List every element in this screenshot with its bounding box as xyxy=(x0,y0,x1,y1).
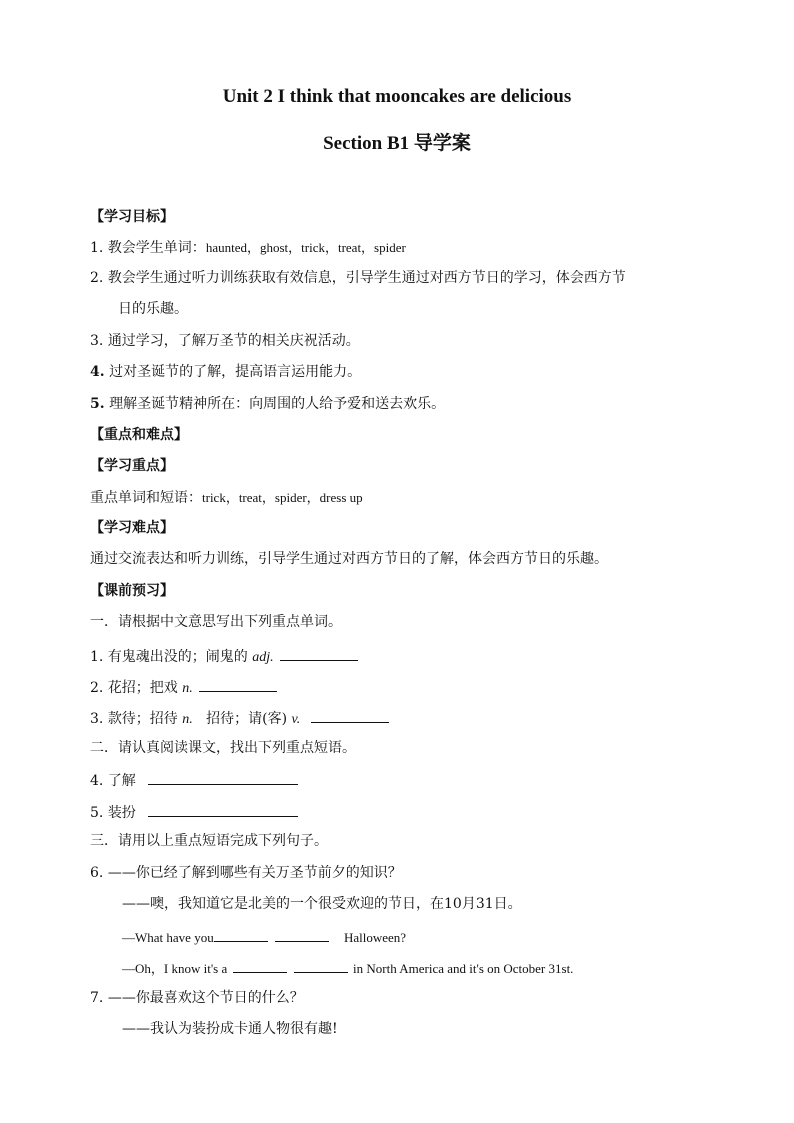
answer-blank[interactable] xyxy=(280,646,358,661)
question-7 xyxy=(90,989,304,1007)
question-number: 1. xyxy=(90,649,104,665)
goal-number: 2. xyxy=(90,270,104,286)
goals-heading: 【学习目标】 xyxy=(90,209,174,225)
question-6-english-2 xyxy=(122,958,573,978)
question-7-chinese-2: ——我认为装扮成卡通人物很有趣! xyxy=(122,1021,338,1037)
difficulty-text: 通过交流表达和听力训练，引导学生通过对西方节日的了解，体会西方节日的乐趣。 xyxy=(90,551,608,567)
question-1 xyxy=(90,646,360,667)
goal-item-2 xyxy=(90,269,626,287)
answer-blank[interactable] xyxy=(199,677,277,692)
question-chinese-1: ——你最喜欢这个节日的什么？ xyxy=(107,990,304,1006)
question-text: 装扮 xyxy=(107,805,136,821)
question-text: 了解 xyxy=(107,773,136,789)
question-5 xyxy=(90,802,300,822)
goal-text: 教会学生单词： xyxy=(107,240,206,256)
question-number: 3. xyxy=(90,711,104,727)
goal-item-1 xyxy=(90,239,406,257)
question-4 xyxy=(90,770,300,790)
focus-line xyxy=(90,489,363,507)
question-number: 7. xyxy=(90,990,104,1006)
goal-item-5 xyxy=(90,395,445,413)
question-6-chinese-2: ——噢，我知道它是北美的一个很受欢迎的节日，在10月31日。 xyxy=(122,896,522,912)
question-2 xyxy=(90,677,279,698)
question-chinese-1: ——你已经了解到哪些有关万圣节前夕的知识？ xyxy=(107,865,402,881)
part-of-speech: n. xyxy=(182,681,193,696)
sentence-start: —What have you xyxy=(122,930,214,945)
focus-vocab: trick，treat，spider，dress up xyxy=(202,490,363,505)
page-subtitle: Section B1 导学案 xyxy=(323,133,471,154)
part-two-instruction: 二．请认真阅读课文，找出下列重点短语。 xyxy=(90,740,356,756)
answer-blank[interactable] xyxy=(294,958,348,973)
difficulty-heading: 【学习难点】 xyxy=(90,520,174,536)
question-number: 5. xyxy=(90,805,104,821)
part-of-speech-2: v. xyxy=(291,712,301,727)
page-title: Unit 2 I think that mooncakes are delicious xyxy=(222,86,572,107)
question-text: 款待；招待 xyxy=(107,711,178,727)
focus-text: 重点单词和短语： xyxy=(90,490,202,506)
answer-blank[interactable] xyxy=(148,770,298,785)
answer-blank[interactable] xyxy=(214,927,268,942)
sentence-end: in North America and it's on October 31st. xyxy=(353,961,574,976)
question-3 xyxy=(90,708,391,729)
question-number: 2. xyxy=(90,680,104,696)
goal-text: 理解圣诞节精神所在：向周围的人给予爱和送去欢乐。 xyxy=(109,396,446,412)
goal-number: 1. xyxy=(90,240,104,256)
answer-blank[interactable] xyxy=(233,958,287,973)
question-number: 6. xyxy=(90,865,104,881)
question-text-2: 招待；请(客) xyxy=(206,711,288,727)
goal-text: 过对圣诞节的了解，提高语言运用能力。 xyxy=(109,364,362,380)
answer-blank[interactable] xyxy=(311,708,389,723)
question-6-english-1 xyxy=(122,927,406,947)
goal-item-3 xyxy=(90,332,360,350)
part-of-speech: adj. xyxy=(252,650,274,665)
part-of-speech: n. xyxy=(182,712,193,727)
question-text: 有鬼魂出没的；闹鬼的 xyxy=(107,649,248,665)
focus-heading: 【学习重点】 xyxy=(90,458,174,474)
question-text: 花招；把戏 xyxy=(107,680,178,696)
key-points-heading: 【重点和难点】 xyxy=(90,427,188,443)
goal-number: 3. xyxy=(90,333,104,349)
goal-number: 5. xyxy=(90,396,105,412)
goal-vocab: haunted，ghost，trick，treat，spider xyxy=(205,240,406,255)
part-one-instruction: 一．请根据中文意思写出下列重点单词。 xyxy=(90,614,342,630)
goal-text: 教会学生通过听力训练获取有效信息，引导学生通过对西方节日的学习，体会西方节 xyxy=(107,270,626,286)
goal-item-4 xyxy=(90,363,361,381)
answer-blank[interactable] xyxy=(275,927,329,942)
question-number: 4. xyxy=(90,773,104,789)
answer-blank[interactable] xyxy=(148,802,298,817)
part-three-instruction: 三．请用以上重点短语完成下列句子。 xyxy=(90,833,328,849)
goal-number: 4. xyxy=(90,364,105,380)
goal-item-2-continuation: 日的乐趣。 xyxy=(118,301,188,317)
sentence-start: —Oh，I know it's a xyxy=(122,961,228,976)
question-6 xyxy=(90,864,402,882)
goal-text: 通过学习，了解万圣节的相关庆祝活动。 xyxy=(107,333,360,349)
preview-heading: 【课前预习】 xyxy=(90,583,174,599)
sentence-end: Halloween? xyxy=(343,930,407,945)
